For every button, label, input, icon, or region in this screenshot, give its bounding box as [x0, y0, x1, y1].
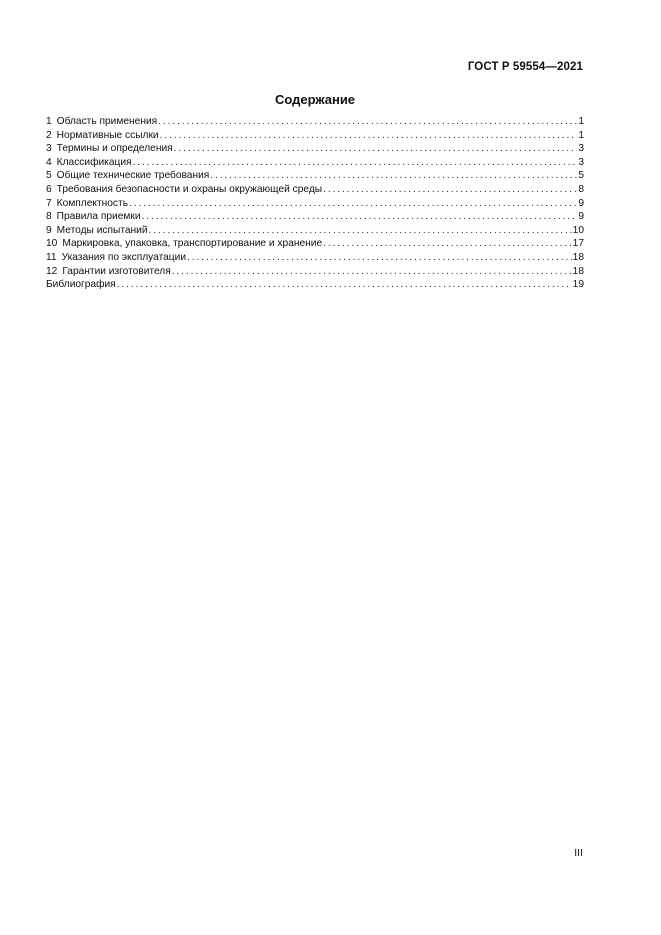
toc-entry-page: 5 — [578, 170, 584, 182]
toc-entry-title: Методы испытаний — [56, 224, 148, 236]
toc-dot-leader — [323, 237, 572, 251]
toc-entry-title: Термины и определения — [56, 143, 173, 155]
toc-entry[interactable] — [46, 129, 584, 143]
toc-dot-leader — [172, 265, 572, 279]
toc-entry[interactable] — [46, 156, 584, 170]
toc-entry-page: 10 — [572, 224, 584, 236]
toc-entry-number: 9 — [46, 224, 52, 236]
toc-title: Содержание — [274, 92, 356, 107]
toc-dot-leader — [174, 142, 578, 156]
toc-entry[interactable] — [46, 278, 584, 292]
toc-entry-title: Классификация — [56, 156, 132, 168]
toc-entry-number: 4 — [46, 156, 52, 168]
page-number: III — [574, 847, 583, 859]
toc-entry-title: Нормативные ссылки — [56, 129, 159, 141]
toc-entry-number: 5 — [46, 170, 52, 182]
toc-entry-title: Библиография — [46, 279, 116, 291]
toc-entry-page: 17 — [572, 238, 584, 250]
toc-entry[interactable] — [46, 115, 584, 129]
toc-dot-leader — [133, 156, 578, 170]
toc-entry-title: Общие технические требования — [56, 170, 210, 182]
toc-entry-title: Правила приемки — [56, 211, 141, 223]
toc-entry[interactable] — [46, 224, 584, 238]
toc-entry[interactable] — [46, 210, 584, 224]
toc-entry[interactable] — [46, 251, 584, 265]
toc-entry[interactable] — [46, 197, 584, 211]
toc-entry-number: 7 — [46, 197, 52, 209]
toc-entry-page: 1 — [578, 129, 584, 141]
toc-entry-page: 18 — [572, 265, 584, 277]
toc-entry-number: 1 — [46, 116, 52, 127]
toc-dot-leader — [160, 129, 578, 143]
toc-entry[interactable] — [46, 265, 584, 279]
toc-entry-page: 9 — [578, 197, 584, 209]
toc-entry-page: 8 — [578, 183, 584, 195]
toc-entry-title: Требования безопасности и охраны окружающей среды — [56, 183, 323, 195]
toc-entry-number: 2 — [46, 129, 52, 141]
toc-dot-leader — [158, 115, 577, 129]
toc-entry[interactable] — [46, 169, 584, 183]
toc-dot-leader — [210, 169, 577, 183]
toc-entry-page: 9 — [578, 211, 584, 223]
toc-entry-page: 1 — [578, 116, 584, 127]
table-of-contents — [46, 115, 584, 292]
toc-entry-number: 6 — [46, 183, 52, 195]
toc-entry-page: 3 — [578, 156, 584, 168]
toc-entry-number: 12 — [46, 265, 58, 277]
toc-entry-page: 18 — [572, 251, 584, 263]
toc-entry-title: Гарантии изготовителя — [62, 265, 171, 277]
toc-dot-leader — [129, 197, 577, 211]
toc-entry-title: Комплектность — [56, 197, 128, 209]
toc-dot-leader — [142, 210, 578, 224]
toc-dot-leader — [149, 224, 572, 238]
toc-entry-page: 3 — [578, 143, 584, 155]
toc-entry[interactable] — [46, 183, 584, 197]
toc-entry-number: 10 — [46, 238, 58, 250]
toc-dot-leader — [187, 251, 572, 265]
toc-entry-title: Указания по эксплуатации — [61, 251, 187, 263]
toc-dot-leader — [323, 183, 577, 197]
toc-dot-leader — [117, 278, 572, 292]
toc-entry[interactable] — [46, 142, 584, 156]
document-code: ГОСТ Р 59554—2021 — [467, 61, 583, 73]
toc-entry-number: 11 — [46, 251, 57, 263]
toc-entry-title: Область применения — [56, 116, 158, 127]
toc-entry[interactable] — [46, 237, 584, 251]
toc-entry-number: 8 — [46, 211, 52, 223]
toc-entry-number: 3 — [46, 143, 52, 155]
toc-entry-page: 19 — [572, 279, 584, 291]
toc-entry-title: Маркировка, упаковка, транспортирование и хранение — [62, 238, 323, 250]
